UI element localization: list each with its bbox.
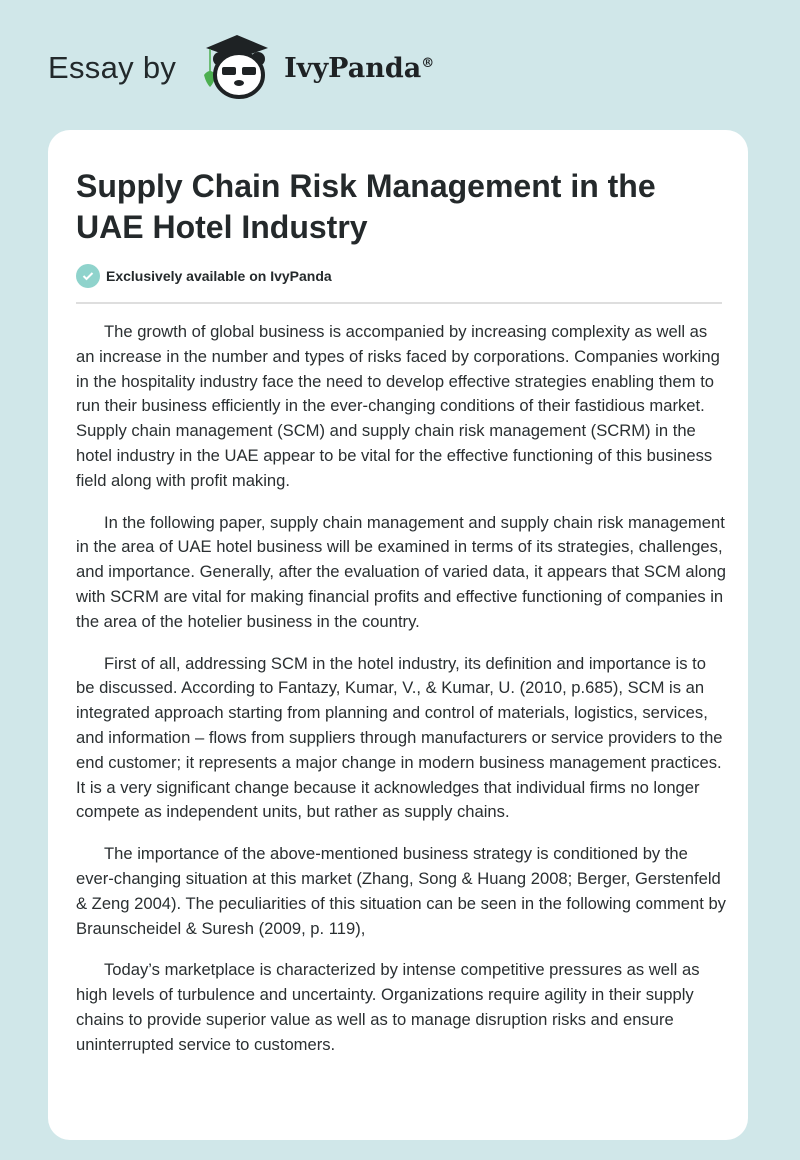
brand-header — [48, 38, 434, 98]
divider — [76, 302, 722, 304]
exclusive-label: Exclusively available on IvyPanda — [106, 268, 332, 284]
block-quote: Today’s marketplace is characterized by intense competitive pressures as well as high levels of turbulence and uncertainty. Organizations require agility in their supply chains to provide superior value as well as to manage disruption risks and ensure uninterrupted service to customers. — [76, 960, 700, 1054]
paragraph: First of all, addressing SCM in the hotel industry, its definition and importance is to be discussed. According to Fantazy, Kumar, V., & Kumar, U. (2010, p.685), SCM is an integrated approach starting from planning and control of materials, logistics, services, and information – flows from suppliers through manufacturers or service providers to the end customer; it represents a major change in modern business management practices. It is a very significant change because it acknowledges that individual firms no longer compete as independent units, but rather as supply chains. — [76, 653, 723, 822]
essay-by-label: Essay by — [48, 50, 177, 85]
essay-body — [76, 320, 726, 1075]
check-icon — [76, 264, 100, 288]
essay-card — [48, 130, 748, 1140]
ivypanda-wordmark[interactable]: IvyPanda® — [284, 52, 435, 84]
ivypanda-logo-icon[interactable] — [192, 31, 282, 101]
paragraph: The importance of the above-mentioned business strategy is conditioned by the ever-changing situation at this market (Zhang, Song & Huang 2008; Berger, Gerstenfeld & Zeng 2004). The peculiarities of this situation can be seen in the following comment by Braunscheidel & Suresh (2009, p. 119), — [76, 844, 726, 938]
exclusive-badge — [76, 264, 332, 288]
page-title: Supply Chain Risk Management in the UAE Hotel Industry — [76, 168, 656, 245]
paragraph: The growth of global business is accompanied by increasing complexity as well as an increase in the number and types of risks faced by corporations. Companies working in the hospitality industry face the need to develop effective strategies enabling them to run their business efficiently in the ever-changing conditions of their fastidious market. Supply chain management (SCM) and supply chain risk management (SCRM) in the hotel industry in the UAE appear to be vital for the effective functioning of this business field along with profit making. — [76, 322, 720, 490]
paragraph: In the following paper, supply chain management and supply chain risk management in the area of UAE hotel business will be examined in terms of its strategies, challenges, and importance. Generally, after the evaluation of varied data, it appears that SCM along with SCRM are vital for making financial profits and effective functioning of companies in the area of the hotelier business in the country. — [76, 512, 726, 631]
